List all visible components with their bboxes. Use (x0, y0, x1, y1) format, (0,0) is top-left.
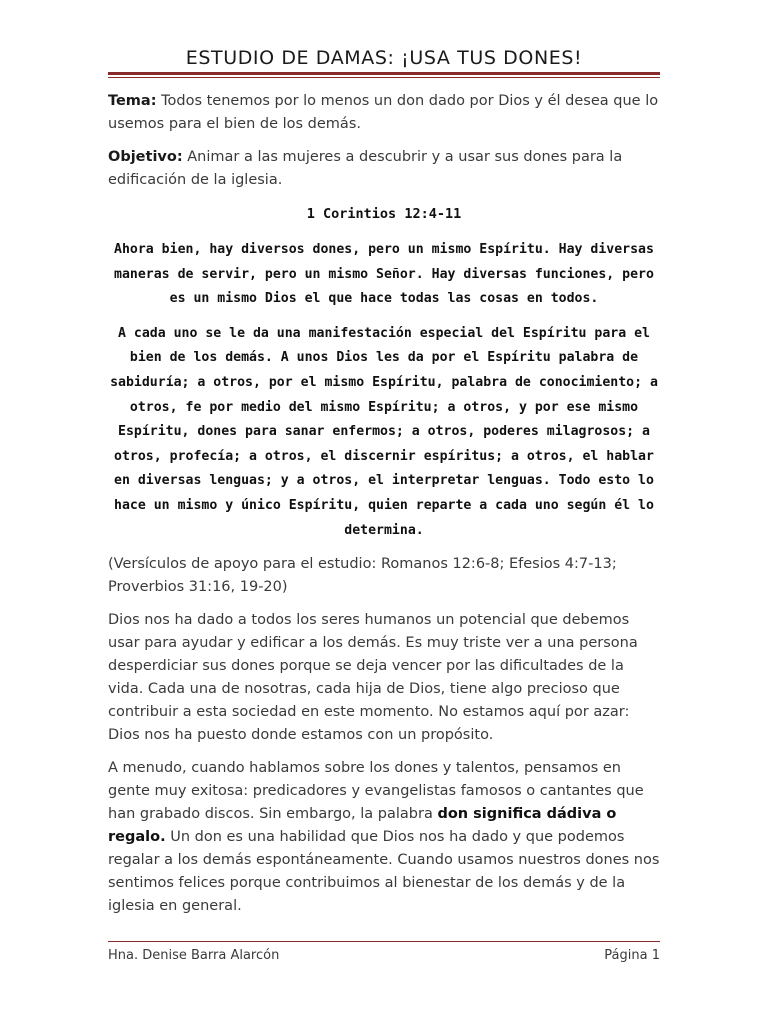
tema-text: Todos tenemos por lo menos un don dado por Dios y él desea que lo usemos para el bien de los demás. (108, 93, 659, 132)
objetivo-text: Animar a las mujeres a descubrir y a usar sus dones para la edificación de la iglesia. (108, 149, 623, 188)
verse-paragraph: A cada uno se le da una manifestación especial del Espíritu para el bien de los demás. A unos Dios les da por el Espíritu palabra de sabiduría; a otros, por el mismo Espíritu, palabra de conocimiento; a otros, fe por medio del mismo Espíritu; a otros, y por ese mismo Espíritu, dones para sanar enfermos; a otros, poderes milagrosos; a otros, profecía; a otros, el discernir espíritus; a otros, el hablar en diversas lenguas; y a otros, el interpretar lenguas. Todo esto lo hace un mismo y único Espíritu, quien reparte a cada uno según él lo determina. (110, 325, 658, 538)
page-title: ESTUDIO DE DAMAS: ¡USA TUS DONES! (185, 47, 583, 69)
tema-paragraph (108, 90, 660, 136)
tema-label: Tema: (108, 93, 157, 109)
paragraph-text: A menudo, cuando hablamos sobre los dones y talentos, pensamos en gente muy exitosa: predicadores y evangelistas famosos o cantantes que han grabado discos. Sin embargo, la palabra (108, 760, 644, 823)
body-paragraph: Dios nos ha dado a todos los seres humanos un potencial que debemos usar para ayudar y edificar a los demás. Es muy triste ver a una persona desperdiciar sus dones porque se deja vencer por las dificultades de la vida. Cada una de nosotras, cada hija de Dios, tiene algo precioso que contribuir a esta sociedad en este momento. No estamos aquí por azar: Dios nos ha puesto donde estamos con un propósito. (108, 612, 638, 744)
objetivo-label: Objetivo: (108, 149, 183, 165)
verse-paragraph: Ahora bien, hay diversos dones, pero un mismo Espíritu. Hay diversas maneras de servir, pero un mismo Señor. Hay diversas funciones, pero es un mismo Dios el que hace todas las cosas en todos. (114, 242, 654, 307)
objetivo-paragraph (108, 146, 660, 192)
paragraph-text: Un don es una habilidad que Dios nos ha dado y que podemos regalar a los demás espontáneamente. Cuando usamos nuestros dones nos sentimos felices porque contribuimos al bienestar de los demás y de la iglesia en general. (108, 829, 660, 915)
footer-page-number: Página 1 (604, 948, 660, 963)
document-body (108, 90, 660, 928)
header-rule-thick (108, 72, 660, 75)
emphasis-text: don significa dádiva o regalo. (108, 806, 617, 846)
body-paragraph-dones (108, 757, 660, 918)
support-verses: (Versículos de apoyo para el estudio: Romanos 12:6-8; Efesios 4:7-13; Proverbios 31:16, 19-20) (108, 556, 617, 596)
footer-rule (108, 941, 660, 942)
footer-author: Hna. Denise Barra Alarcón (108, 948, 280, 963)
header-rule-thin (108, 77, 660, 78)
bible-reference: 1 Corintios 12:4-11 (306, 206, 462, 222)
